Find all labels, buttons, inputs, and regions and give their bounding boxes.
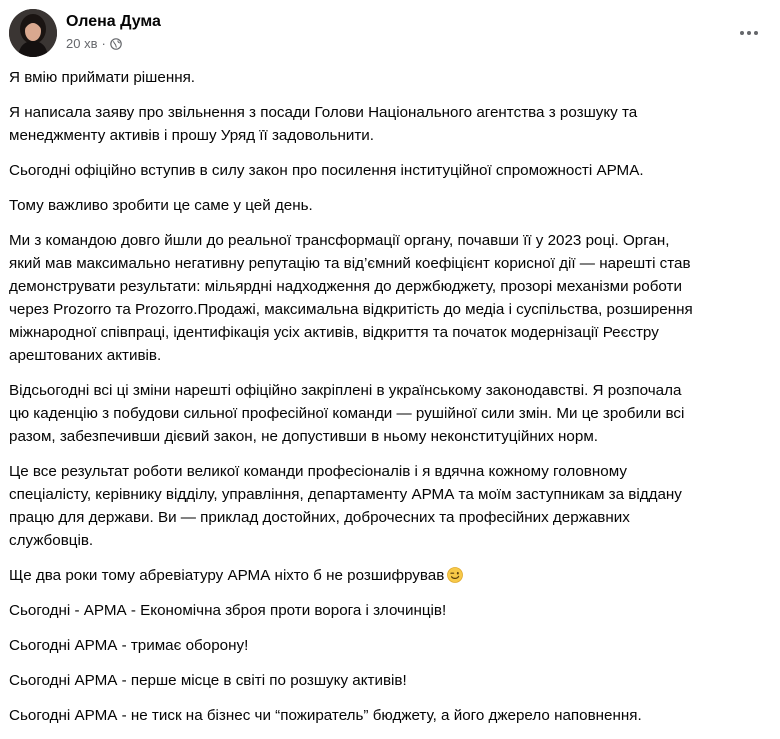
- post-text: [9, 66, 761, 739]
- text-line: Тому важливо зробити це саме у цей день.: [9, 197, 313, 214]
- text-line: Я написала заяву про звільнення з посади Голови Національного агентства з розшуку та: [9, 104, 638, 121]
- paragraph: [9, 194, 761, 217]
- post-time[interactable]: 20 хв: [66, 36, 98, 51]
- post-meta: [66, 36, 122, 51]
- text-line: Ми з командою довго йшли до реальної трансформації органу, почавши її у 2023 році. Орган,: [9, 232, 670, 249]
- text-line: цю каденцію з побудови сильної професійної команди — рушійної сили змін. Ми це зробили всі: [9, 405, 685, 422]
- text-line: службовців.: [9, 532, 94, 549]
- paragraph: [9, 66, 761, 89]
- paragraph: [9, 460, 761, 552]
- text-line: працю для держави. Ви — приклад достойних, доброчесних та професійних державних: [9, 509, 630, 526]
- paragraph: [9, 564, 761, 587]
- paragraph: [9, 634, 761, 657]
- text-line: Сьогодні АРМА - перше місце в світі по розшуку активів!: [9, 672, 407, 689]
- wink-emoji-icon: [447, 567, 463, 583]
- text-line: Сьогодні АРМА - не тиск на бізнес чи “пожиратель” бюджету, а його джерело наповнення.: [9, 707, 642, 724]
- text-line: демонструвати результати: мільярдні надходження до держбюджету, прозорі механізми роботи: [9, 278, 682, 295]
- text-line: Відсьогодні всі ці зміни нарешті офіційно закріплені в українському законодавстві. Я розпочала: [9, 382, 682, 399]
- avatar-portrait-icon: [9, 9, 57, 57]
- author-name[interactable]: Олена Дума: [66, 13, 161, 30]
- meta-separator: ·: [101, 36, 106, 51]
- text-line: який мав максимально негативну репутацію та від’ємний коефіцієнт корисної дії — нарешті став: [9, 255, 691, 272]
- text-line: разом, забезпечивши дієвий закон, не допустивши в ньому неконституційних норм.: [9, 428, 598, 445]
- text-line: спеціалісту, керівнику відділу, управління, департаменту АРМА та моїм заступникам за віддану: [9, 486, 682, 503]
- more-options-button[interactable]: [735, 19, 763, 47]
- text-line: менеджменту активів і прошу Уряд її задовольнити.: [9, 127, 375, 144]
- text-line: через Prozorro та Prozorro.Продажі, максимальна відкритість до медіа і суспільства, розширення: [9, 301, 693, 318]
- globe-icon: [110, 38, 122, 50]
- text-line: арештованих активів.: [9, 347, 162, 364]
- text-line: Сьогодні АРМА - тримає оборону!: [9, 637, 249, 654]
- text-line: Ще два роки тому абревіатуру АРМА ніхто б не розшифрував: [9, 567, 445, 584]
- paragraph: [9, 379, 761, 448]
- text-line: міжнародної співпраці, ідентифікація усіх активів, відкриття та початок модернізації Реєстру: [9, 324, 659, 341]
- paragraph: [9, 101, 761, 147]
- paragraph: [9, 159, 761, 182]
- text-line: Я вмію приймати рішення.: [9, 69, 196, 86]
- text-line: Це все результат роботи великої команди професіоналів і я вдячна кожному головному: [9, 463, 627, 480]
- paragraph: [9, 229, 761, 367]
- paragraph: [9, 599, 761, 622]
- text-line: Сьогодні офіційно вступив в силу закон про посилення інституційної спроможності АРМА.: [9, 162, 644, 179]
- avatar[interactable]: [9, 9, 57, 57]
- paragraph: [9, 704, 761, 727]
- post-header: [9, 9, 771, 59]
- more-horizontal-icon: [739, 30, 759, 36]
- text-line: Сьогодні - АРМА - Економічна зброя проти ворога і злочинців!: [9, 602, 447, 619]
